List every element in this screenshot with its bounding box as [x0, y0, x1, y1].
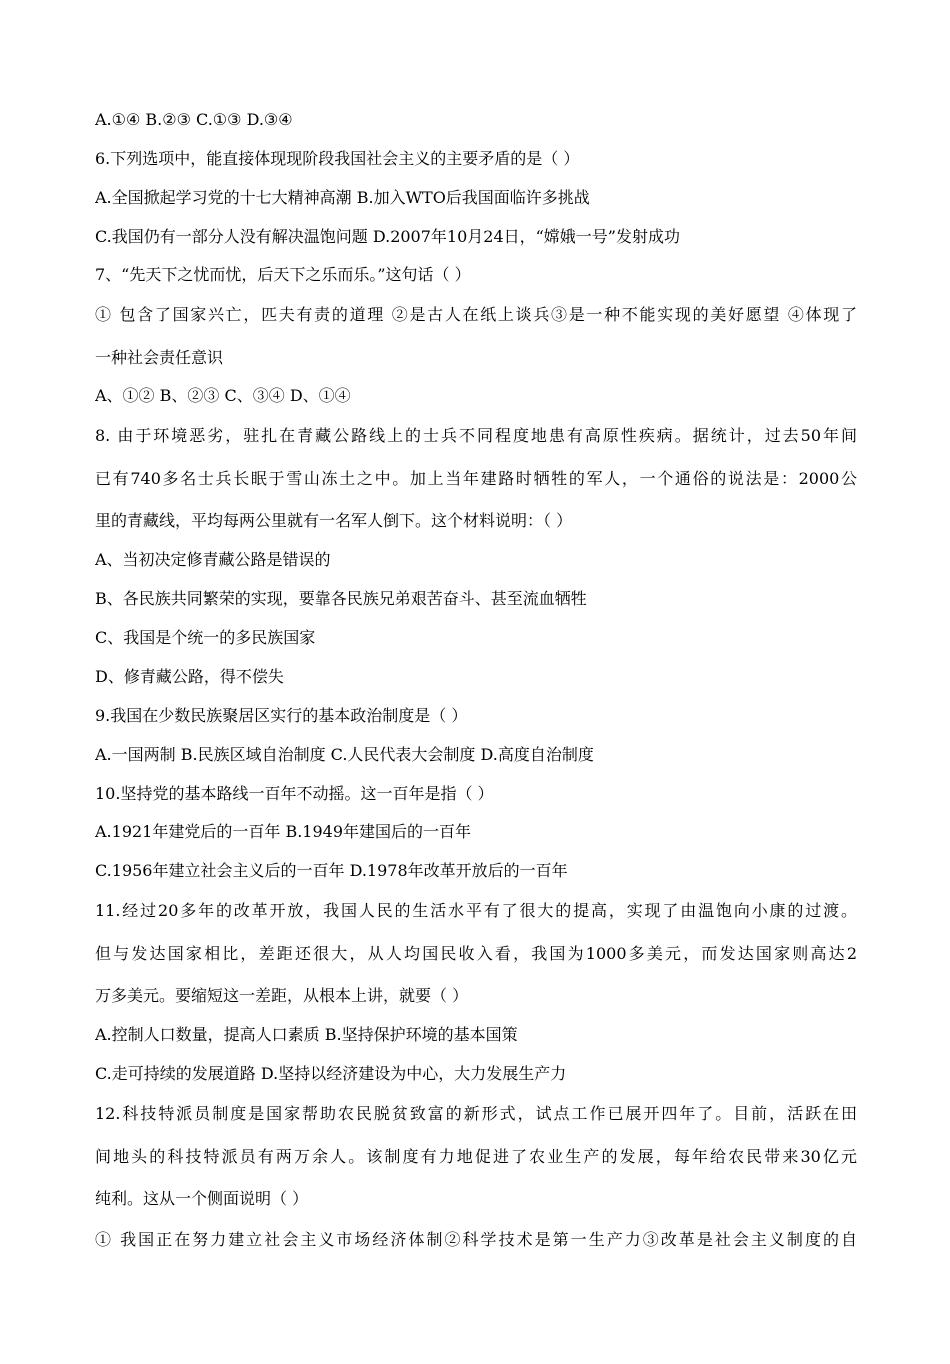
q8-stem-2: 已有740多名士兵长眠于雪山冻土之中。加上当年建路时牺牲的军人，一个通俗的说法是：2000公 — [95, 469, 857, 488]
q7-options: A、①② B、②③ C、③④ D、①④ — [95, 386, 351, 405]
q5-options: A.①④ B.②③ C.①③ D.③④ — [95, 110, 293, 129]
q11-options-cd: C.走可持续的发展道路 D.坚持以经济建设为中心，大力发展生产力 — [95, 1064, 567, 1083]
q8-stem-1: 8. 由于环境恶劣，驻扎在青藏公路线上的士兵不同程度地患有高原性疾病。据统计，过去50年间 — [95, 426, 857, 445]
q8-option-b: B、各民族共同繁荣的实现，要靠各民族兄弟艰苦奋斗、甚至流血牺牲 — [95, 589, 587, 608]
q12-stem-1: 12.科技特派员制度是国家帮助农民脱贫致富的新形式，试点工作已展开四年了。目前，活跃在田 — [95, 1104, 857, 1123]
q8-stem-3: 里的青藏线，平均每两公里就有一名军人倒下。这个材料说明：（ ） — [95, 511, 573, 530]
q11-options-ab: A.控制人口数量，提高人口素质 B.坚持保护环境的基本国策 — [95, 1025, 518, 1044]
q12-statements: ① 我国正在努力建立社会主义市场经济体制②科学技术是第一生产力③改革是社会主义制度的自 — [95, 1230, 857, 1249]
q10-options-cd: C.1956年建立社会主义后的一百年 D.1978年改革开放后的一百年 — [95, 861, 568, 880]
q10-stem: 10.坚持党的基本路线一百年不动摇。这一百年是指（ ） — [95, 784, 494, 803]
q8-option-a: A、当初决定修青藏公路是错误的 — [95, 550, 331, 569]
q12-stem-3: 纯利。这从一个侧面说明（ ） — [95, 1189, 309, 1208]
q6-options-ab: A.全国掀起学习党的十七大精神高潮 B.加入WTO后我国面临许多挑战 — [95, 188, 590, 207]
q7-statements: ① 包含了国家兴亡，匹夫有责的道理 ②是古人在纸上谈兵③是一种不能实现的美好愿望 ④体现了 — [95, 305, 857, 324]
q11-stem-2: 但与发达国家相比，差距还很大，从人均国民收入看，我国为1000多美元，而发达国家则高达2 — [95, 944, 857, 963]
q9-stem: 9.我国在少数民族聚居区实行的基本政治制度是（ ） — [95, 706, 468, 725]
q8-option-c: C、我国是个统一的多民族国家 — [95, 628, 316, 647]
q7-statements-cont: 一种社会责任意识 — [95, 348, 224, 367]
q6-stem: 6.下列选项中，能直接体现现阶段我国社会主义的主要矛盾的是（ ） — [95, 149, 580, 168]
q8-option-d: D、修青藏公路，得不偿失 — [95, 667, 284, 686]
q11-stem-1: 11.经过20多年的改革开放，我国人民的生活水平有了很大的提高，实现了由温饱向小康的过渡。 — [95, 901, 857, 920]
q11-stem-3: 万多美元。要缩短这一差距，从根本上讲，就要（ ） — [95, 986, 469, 1005]
q10-options-ab: A.1921年建党后的一百年 B.1949年建国后的一百年 — [95, 822, 472, 841]
q12-stem-2: 间地头的科技特派员有两万余人。该制度有力地促进了农业生产的发展，每年给农民带来30亿元 — [95, 1147, 857, 1166]
q6-options-cd: C.我国仍有一部分人没有解决温饱问题 D.2007年10月24日，“嫦娥一号”发射成功 — [95, 227, 680, 246]
q7-stem: 7、“先天下之忧而忧，后天下之乐而乐。”这句话（ ） — [95, 265, 471, 284]
q9-options: A.一国两制 B.民族区域自治制度 C.人民代表大会制度 D.高度自治制度 — [95, 745, 594, 764]
